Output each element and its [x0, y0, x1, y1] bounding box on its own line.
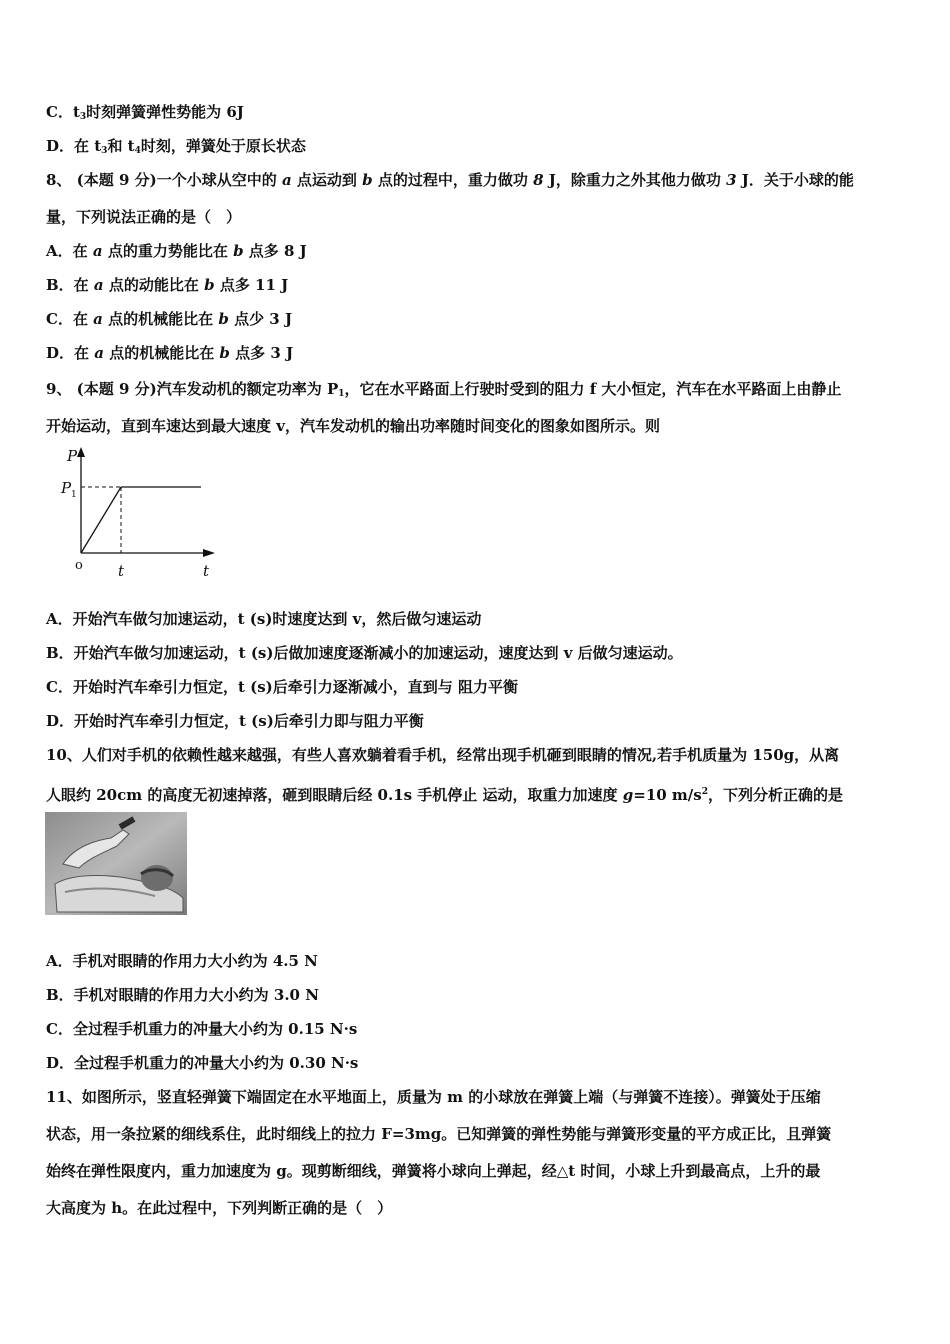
q10-stem-line-1: 10、人们对手机的依赖性越来越强，有些人喜欢躺着看手机，经常出现手机砸到眼睛的情况,若手机质量为 150g，从离 [46, 746, 840, 764]
q9-stem-line-2: 开始运动，直到车速达到最大速度 v，汽车发动机的输出功率随时间变化的图象如图所示。则 [46, 417, 660, 435]
power-time-graph [55, 445, 225, 585]
q9-option-a: A．开始汽车做匀加速运动，t (s)时速度达到 v，然后做匀速运动 [46, 610, 482, 628]
t-tick-label: t [118, 562, 125, 580]
q7-option-d: D．在 $t_3$和 $t_4$时刻，弹簧处于原长状态 [46, 137, 306, 156]
p1-label: P [61, 479, 72, 497]
q9-option-b: B．开始汽车做匀加速运动，t (s)后做加速度逐渐减小的加速运动，速度达到 v 后做匀速运动。 [46, 644, 683, 662]
q10-stem-line-2: 人眼约 20cm 的高度无初速掉落，砸到眼睛后经 0.1s 手机停止 运动，取重力加速度 g=10 $m/s^2$，下列分析正确的是 [46, 786, 844, 804]
q8-option-b: B．在 a 点的动能比在 b 点多 11 J [46, 276, 289, 294]
q8-stem-line-2: 量，下列说法正确的是（ ） [46, 208, 242, 226]
q8-option-c: C．在 a 点的机械能比在 b 点少 3 J [46, 310, 293, 328]
q10-option-a: A．手机对眼睛的作用力大小约为 4.5 N [46, 952, 318, 970]
x-axis-label: t [203, 562, 210, 580]
origin-label: o [75, 558, 83, 573]
q9-stem-line-1: 9、 (本题 9 分)汽车发动机的额定功率为 $P_1$，它在水平路面上行驶时受到的阻力 f 大小恒定，汽车在水平路面上由静止 [46, 380, 842, 399]
q8-option-d: D．在 a 点的机械能比在 b 点多 3 J [46, 344, 294, 362]
q8-option-a: A．在 a 点的重力势能比在 b 点多 8 J [46, 242, 307, 260]
q11-stem-line-3: 始终在弹性限度内，重力加速度为 g。现剪断细线，弹簧将小球向上弹起，经△t 时间，小球上升到最高点，上升的最 [46, 1162, 821, 1180]
q10-option-c: C．全过程手机重力的冲量大小约为 0.15 N·s [46, 1020, 358, 1038]
q9-option-c: C．开始时汽车牵引力恒定，t (s)后牵引力逐渐减小，直到与 阻力平衡 [46, 678, 518, 696]
y-axis-arrow [77, 447, 85, 457]
y-axis-label: P [67, 447, 78, 465]
q7-option-c: C．$t_3$时刻弹簧弹性势能为 6J [46, 103, 244, 122]
phone-drop-photo [45, 812, 187, 915]
q8-stem-line-1: 8、 (本题 9 分)一个小球从空中的 a 点运动到 b 点的过程中，重力做功 8 J，除重力之外其他力做功 3 J．关于小球的能 [46, 171, 854, 189]
q9-option-d: D．开始时汽车牵引力恒定，t (s)后牵引力即与阻力平衡 [46, 712, 424, 730]
q10-option-b: B．手机对眼睛的作用力大小约为 3.0 N [46, 986, 319, 1004]
x-axis-arrow [203, 549, 215, 557]
q11-stem-line-1: 11、如图所示，竖直轻弹簧下端固定在水平地面上，质量为 m 的小球放在弹簧上端（与弹簧不连接）。弹簧处于压缩 [46, 1088, 821, 1106]
q11-stem-line-2: 状态，用一条拉紧的细线系住，此时细线上的拉力 F=3mg。已知弹簧的弹性势能与弹簧形变量的平方成正比，且弹簧 [46, 1125, 832, 1143]
q10-option-d: D．全过程手机重力的冲量大小约为 0.30 N·s [46, 1054, 359, 1072]
p1-label-subscript: 1 [71, 490, 77, 500]
power-ramp-line [81, 487, 121, 553]
q11-stem-line-4: 大高度为 h。在此过程中，下列判断正确的是（ ） [46, 1199, 393, 1217]
